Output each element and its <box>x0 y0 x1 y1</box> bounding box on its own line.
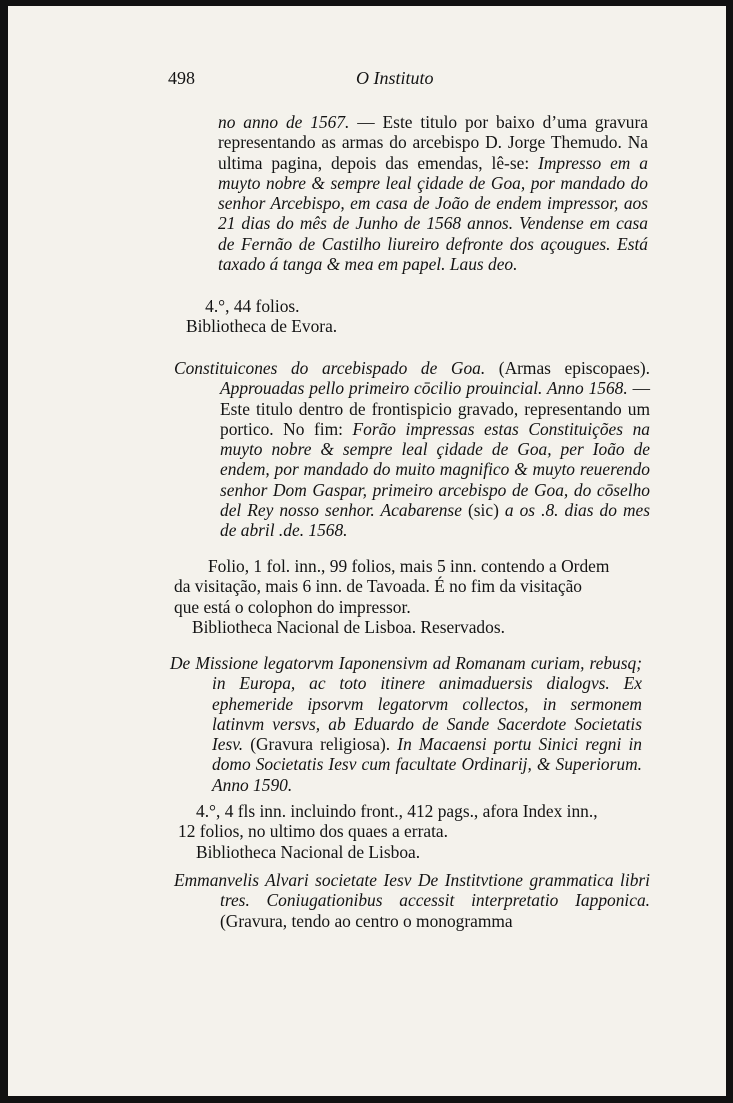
library-line: Bibliotheca Nacional de Lisboa. Reservados. <box>192 616 505 637</box>
format-line: 4.°, 4 fls inn. incluindo front., 412 pags., afora Index inn., <box>196 801 598 821</box>
page-number: 498 <box>168 68 195 88</box>
format-line: Folio, 1 fol. inn., 99 folios, mais 5 inn. contendo a Ordem <box>208 556 610 576</box>
format-line: 4.°, 44 folios. <box>205 296 300 316</box>
format-line: 12 folios, no ultimo dos quaes a errata. <box>178 821 448 842</box>
title-segment: Approuadas pello primeiro cōcilio prouincial. Anno 1568. <box>220 378 628 399</box>
book-page <box>8 6 726 1096</box>
description-segment: — Este titulo dentro de frontispicio gravado, representando um portico. No fim: <box>220 378 650 439</box>
format-line: da visitação, mais 6 inn. de Tavoada. É no fim da visitação <box>174 576 582 597</box>
running-title: O Instituto <box>356 68 434 88</box>
format-line: que está o colophon do impressor. <box>174 596 411 617</box>
entry-constituicones <box>174 358 650 541</box>
entry-paragraph <box>174 870 650 931</box>
entry-collation <box>186 296 337 337</box>
entry-paragraph <box>174 358 650 541</box>
entry-emmanvelis <box>174 870 650 931</box>
description-segment: (Gravura religiosa). <box>243 734 398 755</box>
library-line: Bibliotheca de Evora. <box>186 316 338 337</box>
title-segment: De Missione legatorvm Iaponensivm ad Romanam curiam, rebusq; in Europa, ac toto itinere animaduersis dialogvs. Ex ephemeride ipsorvm legatorvm collectos, in sermonem latinvm versvs, ab Eduardo de Sande Sacerdote Societatis Iesv. <box>170 653 642 755</box>
library-line: Bibliotheca Nacional de Lisboa. <box>196 841 421 862</box>
entry-collation <box>174 556 609 637</box>
colophon-segment: a os .8. dias do mes de abril .de. 1568. <box>220 500 650 541</box>
description-segment: — Este titulo por baixo d’uma gravura representando as armas do arcebispo D. Jorge Themudo. Na ultima pagina, depois das emendas, lê-se: <box>218 112 648 173</box>
description-segment: (Armas episcopaes). <box>485 358 650 378</box>
title-segment: Emmanvelis Alvari societate Iesv De Institvtione grammatica libri tres. Coniugationibus accessit interpretatio Iapponica. <box>174 870 650 911</box>
entry-de-missione <box>170 653 643 795</box>
title-segment: no anno de 1567. <box>218 112 350 132</box>
colophon-segment: Forão impressas estas Constituições na muyto nobre & sempre leal çidade de Goa, per Ioão de endem, por mandado do muito magnifico & muyto reuerendo senhor Dom Gaspar, primeiro arcebispo de Goa, do cōselho del Rey nosso senhor. Acabarense <box>220 418 650 521</box>
colophon-segment: Impresso em a muyto nobre & sempre leal çidade de Goa, por mandado do senhor Arcebispo, em casa de João de endem impressor, aos 21 dias do mês de Junho de 1568 annos. Vendense em casa de Fernão de Castilho liureiro defronte dos açougues. Está taxado á tanga & mea em papel. Laus deo. <box>218 152 648 275</box>
description-segment: (Gravura, tendo ao centro o monogramma <box>220 910 513 931</box>
sic-note: (sic) <box>461 500 505 521</box>
entry-collation <box>178 801 598 862</box>
entry-paragraph <box>170 653 643 795</box>
entry-continuation <box>218 112 648 274</box>
title-segment: Constituicones do arcebispado de Goa. <box>174 358 486 378</box>
entry-paragraph <box>218 112 648 274</box>
page-header <box>8 68 726 92</box>
colophon-segment: In Macaensi portu Sinici regni in domo Societatis Iesv cum facultate Ordinarij, & Superiorum. Anno 1590. <box>212 734 643 795</box>
